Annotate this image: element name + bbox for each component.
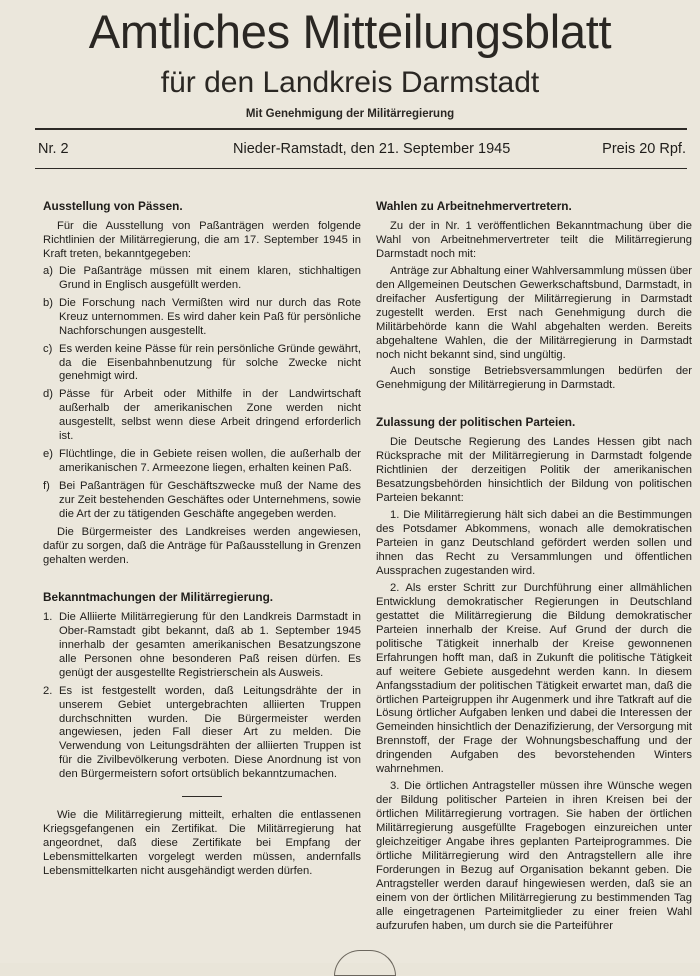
list-item [43,297,361,339]
left-column [43,192,361,882]
list-item [43,611,361,681]
section-spacer [376,396,692,408]
item-label: f) [43,480,50,493]
section-title-parties: Zulassung der politischen Parteien. [376,415,576,430]
parties-paragraph: Die Deutsche Regierung des Landes Hessen gibt nach Rücksprache mit der Militärregierung in Darmstadt folgende Richtlinien der derzeitigen Politik der amerikanischen Besatzungsbehörden hinsichtlich der Bildung von politischen Parteien bekannt: [376,436,692,505]
masthead-approval: Mit Genehmigung der Militärregierung [245,108,455,120]
section-title-notices: Bekanntmachungen der Militärregierung. [43,589,274,604]
elections-paragraph: Zu der in Nr. 1 veröffentlichen Bekanntmachung über die Wahl von Arbeitnehmervertreter teilt die Militärregierung Darmstadt noch mit: [376,219,692,260]
elections-paragraph: Anträge zur Abhaltung einer Wahlversammlung müssen über den Allgemeinen Deutschen Gewerkschaftsbund, Darmstadt, in dreifacher Ausfertigung der Militärregierung in Darmstadt zugestellt werden. Erst nach Genehmigung durch die Militärbehörde kann die Wahl abgehalten werden. Bereits abgehaltene Wahlen, die der Militärregierung in Darmstadt noch nicht bekannt sind, sind ungültig. [376,264,692,361]
issue-number: Nr. 2 [38,141,69,157]
masthead-title: Amtliches Mitteilungsblatt [88,5,612,58]
section-spacer [43,571,361,583]
parties-paragraph: 3. Die örtlichen Antragsteller müssen ihre Wünsche wegen der Bildung politischer Parteien in ihren Kreisen bei der örtlichen Militärregierung vortragen. Sie haben der örtlichen Militärregierung ausgefüllte Fragebogen einzureichen unter gleichzeitiger Angabe ihres geplanten Parteiprogrammes. Die örtliche Militärregierung wird den Antragstellern alle ihre Forderungen in Bezug auf Organisation bekannt geben. Die Antragsteller werden darauf hingewiesen werden, daß sie an einem von der örtlichen Militärregierung zu bestimmenden Tag alle eingetragenen Parteimitglieder zu einer freien Wahl aufzurufen haben, um durch sie die Parteiführer [376,780,692,932]
parties-paragraph: 1. Die Militärregierung hält sich dabei an die Bestimmungen des Potsdamer Abkommens, wonach alle demokratischen Parteien in ganz Deutschland gefördert werden sollen und ihnen das Recht zu Versammlungen und öffentlichen Aussprachen zugestanden wird. [376,509,692,577]
pow-notice: Wie die Militärregierung mitteilt, erhalten die entlassenen Kriegsgefangenen ein Zertifikat. Die Militärregierung hat angeordnet, daß diese Zertifikate bei Empfang der Lebensmittelkarten vorgelegt werden müssen, andernfalls Lebensmittelkarten nicht ausgehändigt werden dürfen. [43,809,361,878]
header-rule-top [35,128,687,130]
item-text: Pässe für Arbeit oder Mithilfe in der Landwirtschaft außerhalb der amerikanischen Zone werden nicht ausgestellt, selbst wenn diese Arbeit dringend erforderlich ist. [59,388,361,443]
list-item [43,265,361,293]
item-label: d) [43,388,53,401]
list-item [43,480,361,522]
price: Preis 20 Rpf. [602,141,686,157]
section-title-elections: Wahlen zu Arbeitnehmervertretern. [376,199,572,213]
item-label: 2. [43,684,53,697]
right-column [376,192,692,937]
section-divider [182,796,222,797]
item-text: Es werden keine Pässe für rein persönliche Gründe gewährt, da die Eisenbahnbenutzung für solche Zwecke nicht genehmigt wird. [59,342,361,383]
item-text: Die Alliierte Militärregierung für den Landkreis Darmstadt in Ober-Ramstadt gibt bekannt, daß ab 1. September 1945 innerhalb der gesamten amerikanischen Besatzungszone alle Personen ohne besonderen Paß reisen dürfen. Es genügt der ausgestellte Registrierschein als Ausweis. [59,610,361,679]
list-item [43,388,361,444]
parties-paragraph: 2. Als erster Schritt zur Durchführung einer allmählichen Entwicklung demokratischer Regierungen in Deutschland gestattet die Militärregierung die Bildung demokratischer Parteien innerhalb der Kreise. Auf Grund der durch die politische Tätigkeit innerhalb der Kreise gewonnenen Erfahrungen hofft man, daß in Zukunft die politische Tätigkeit auf weitere Gebiete ausgedehnt werden kann. In diesem Anfangsstadium der politischen Tätigkeit erwartet man, daß die örtlichen Parteigruppen ihr Augenmerk und ihre Tatkraft auf die Lösung örtlicher Aufgaben lenken und dabei die Interessen der Gemeinden hinsichtlich der Denazifizierung, der Versorgung mit Brennstoff, der Frage der Wohnungsbeschaffung und der dringenden Aufgaben des bevorstehenden Winters wahrnehmen. [376,581,692,776]
section-title-passes: Ausstellung von Pässen. [43,199,183,213]
place-date: Nieder-Ramstadt, den 21. September 1945 [233,141,511,157]
item-label: 1. [43,610,53,623]
list-item [43,343,361,385]
list-item [43,448,361,476]
item-text: Die Paßanträge müssen mit einem klaren, stichhaltigen Grund in Englisch ausgefüllt werden. [59,264,361,291]
item-label: e) [43,448,53,461]
passes-intro: Für die Ausstellung von Paßanträgen werden folgende Richtlinien der Militärregierung, die am 17. September 1945 in Kraft treten, bekanntgegeben: [43,219,361,260]
archive-stamp [334,950,396,976]
item-label: b) [43,296,53,309]
passes-closing: Die Bürgermeister des Landkreises werden angewiesen, dafür zu sorgen, daß die Anträge für Paßausstellung in Grenzen gehalten werden. [43,526,361,566]
header-rule-bottom [35,168,687,169]
masthead-subtitle: für den Landkreis Darmstadt [160,66,540,99]
item-text: Bei Paßanträgen für Geschäftszwecke muß der Name des zur Zeit bestehenden Geschäftes oder Unternehmens, sowie die Art der zu tätigenden Geschäfte angegeben werden. [59,480,361,521]
item-label: c) [43,342,53,355]
elections-paragraph: Auch sonstige Betriebsversammlungen bedürfen der Genehmigung der Militärregierung in Darmstadt. [376,365,692,392]
item-text: Die Forschung nach Vermißten wird nur durch das Rote Kreuz unternommen. Es wird daher kein Paß für persönliche Nachforschungen ausgestellt. [59,296,361,337]
item-text: Flüchtlinge, die in Gebiete reisen wollen, die außerhalb der amerikanischen 7. Armeezone liegen, erhalten keinen Paß. [59,448,361,475]
item-text: Es ist festgestellt worden, daß Leitungsdrähte der in unserem Gebiet untergebrachten alliierten Truppen durchschnitten wurden. Die Bürgermeister werden angewiesen, jeden Fall dieser Art zu melden. Die Verwendung von Leitungsdrähten der alliierten Truppen ist für die Zivilbevölkerung verboten. Diese Anordnung ist von den Bürgermeistern sofort ortsüblich bekanntzumachen. [59,684,361,781]
list-item [43,685,361,783]
item-label: a) [43,264,53,277]
